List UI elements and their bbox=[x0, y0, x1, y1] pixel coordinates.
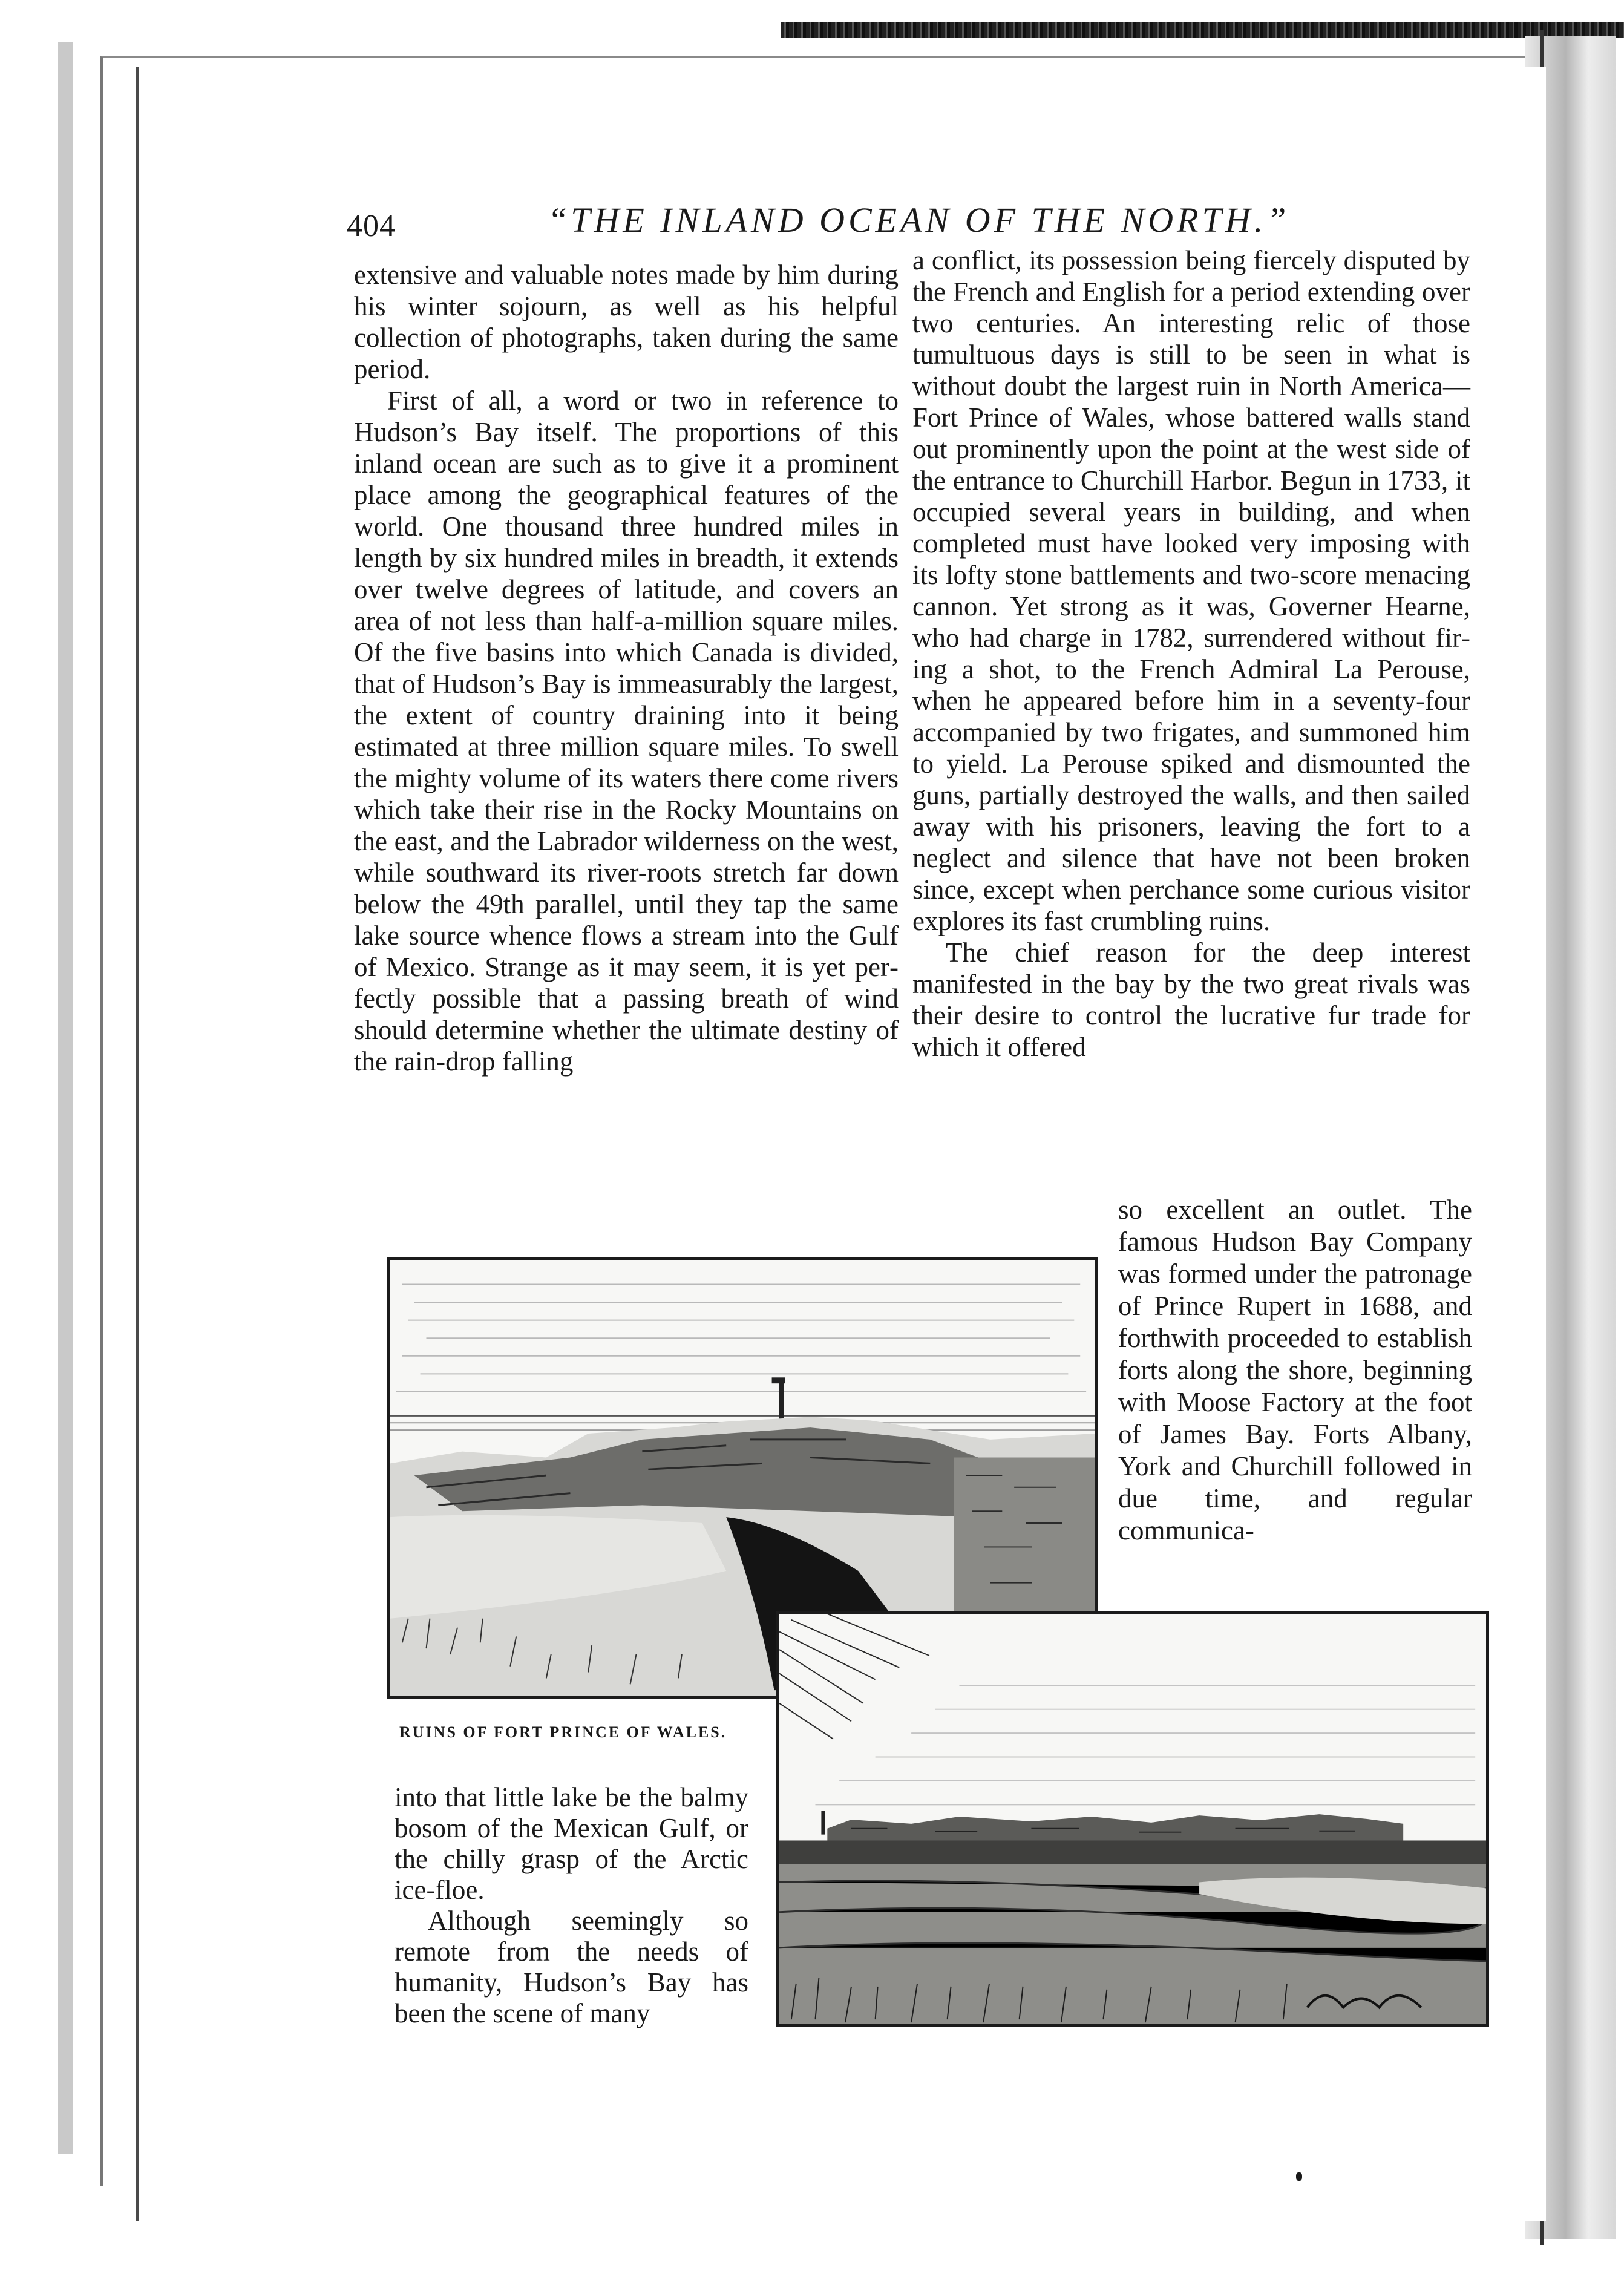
right-column-wrap bbox=[1118, 1194, 1472, 1547]
paragraph: a conflict, its possession being fiercely disputed by the French and English for a period extending over two centuries. An interesting relic of those tumultuous days is still to be seen in what is without doubt the largest ruin in North America—Fort Prince of Wales, whose battered walls stand out prominently upon the point at the west side of the entrance to Churchill Harbor. Begun in 1733, it occupied several years in building, and when completed must have looked very imposing with its lofty stone battlements and two-score menacing cannon. Yet strong as it was, Governer Hearne, who had charge in 1782, surrendered without firing a shot, to the French Admiral La Perouse, when he appeared before him in a seventy-four accompanied by two frigates, and summoned him to yield. La Perouse spiked and dismounted the guns, partially destroyed the walls, and then sailed away with his prisoners, leaving the fort to a neglect and silence that have not been broken since, except when perchance some curious visitor explores its fast crumbling ruins. bbox=[912, 245, 1470, 936]
right-column bbox=[912, 244, 1470, 1063]
illustration-caption: RUINS OF FORT PRINCE OF WALES. bbox=[399, 1723, 727, 1741]
scan-top-band bbox=[781, 22, 1624, 38]
underlying-sheet-edge bbox=[58, 42, 73, 2154]
bottom-left-column bbox=[395, 1782, 748, 2029]
running-title: “THE INLAND OCEAN OF THE NORTH.” bbox=[548, 200, 1290, 240]
paragraph: extensive and valuable notes made by him during his winter sojourn, as well as his helpful collection of photographs, taken during the same period. bbox=[354, 260, 899, 384]
fort-distant-illustration bbox=[776, 1611, 1489, 2027]
paragraph: into that little lake be the balmy bosom of the Mexican Gulf, or the chilly grasp of the Arctic ice-floe. bbox=[395, 1782, 748, 1905]
left-column bbox=[354, 259, 899, 1077]
page-number: 404 bbox=[347, 209, 396, 243]
fort-distant-engraving bbox=[779, 1614, 1486, 2024]
ink-speck bbox=[1296, 2172, 1302, 2181]
paragraph: Although seemingly so remote from the needs of humanity, Hudson’s Bay has been the scene of many bbox=[395, 1906, 748, 2028]
paragraph: The chief reason for the deep interest manifested in the bay by the two great rivals was their desire to control the lucrative fur trade for which it offered bbox=[912, 937, 1470, 1062]
paragraph: First of all, a word or two in reference to Hudson’s Bay itself. The proportions of this inland ocean are such as to give it a prominent place among the geographical features of the world. One thousand three hundred miles in length by six hundred miles in breadth, it extends over twelve degrees of latitude, and covers an area of not less than half-a-million square miles. Of the five basins into which Canada is divided, that of Hudson’s Bay is immeasurably the largest, the extent of country draining into it being estimated at three million square miles. To swell the mighty volume of its waters there come rivers which take their rise in the Rocky Mountains on the east, and the Labrador wilderness on the west, while southward its river-roots stretch far down below the 49th parallel, until they tap the same lake source whence flows a stream into the Gulf of Mexico. Strange as it may seem, it is yet perfectly possible that a passing breath of wind should determine whether the ultimate destiny of the rain-drop falling bbox=[354, 385, 899, 1077]
paragraph: so excellent an outlet. The famous Hudson Bay Company was formed under the patronage of Prince Rupert in 1688, and forthwith proceeded to establish forts along the shore, beginning with Moose Factory at the foot of James Bay. Forts Albany, York and Churchill followed in due time, and regular communica- bbox=[1118, 1195, 1472, 1545]
